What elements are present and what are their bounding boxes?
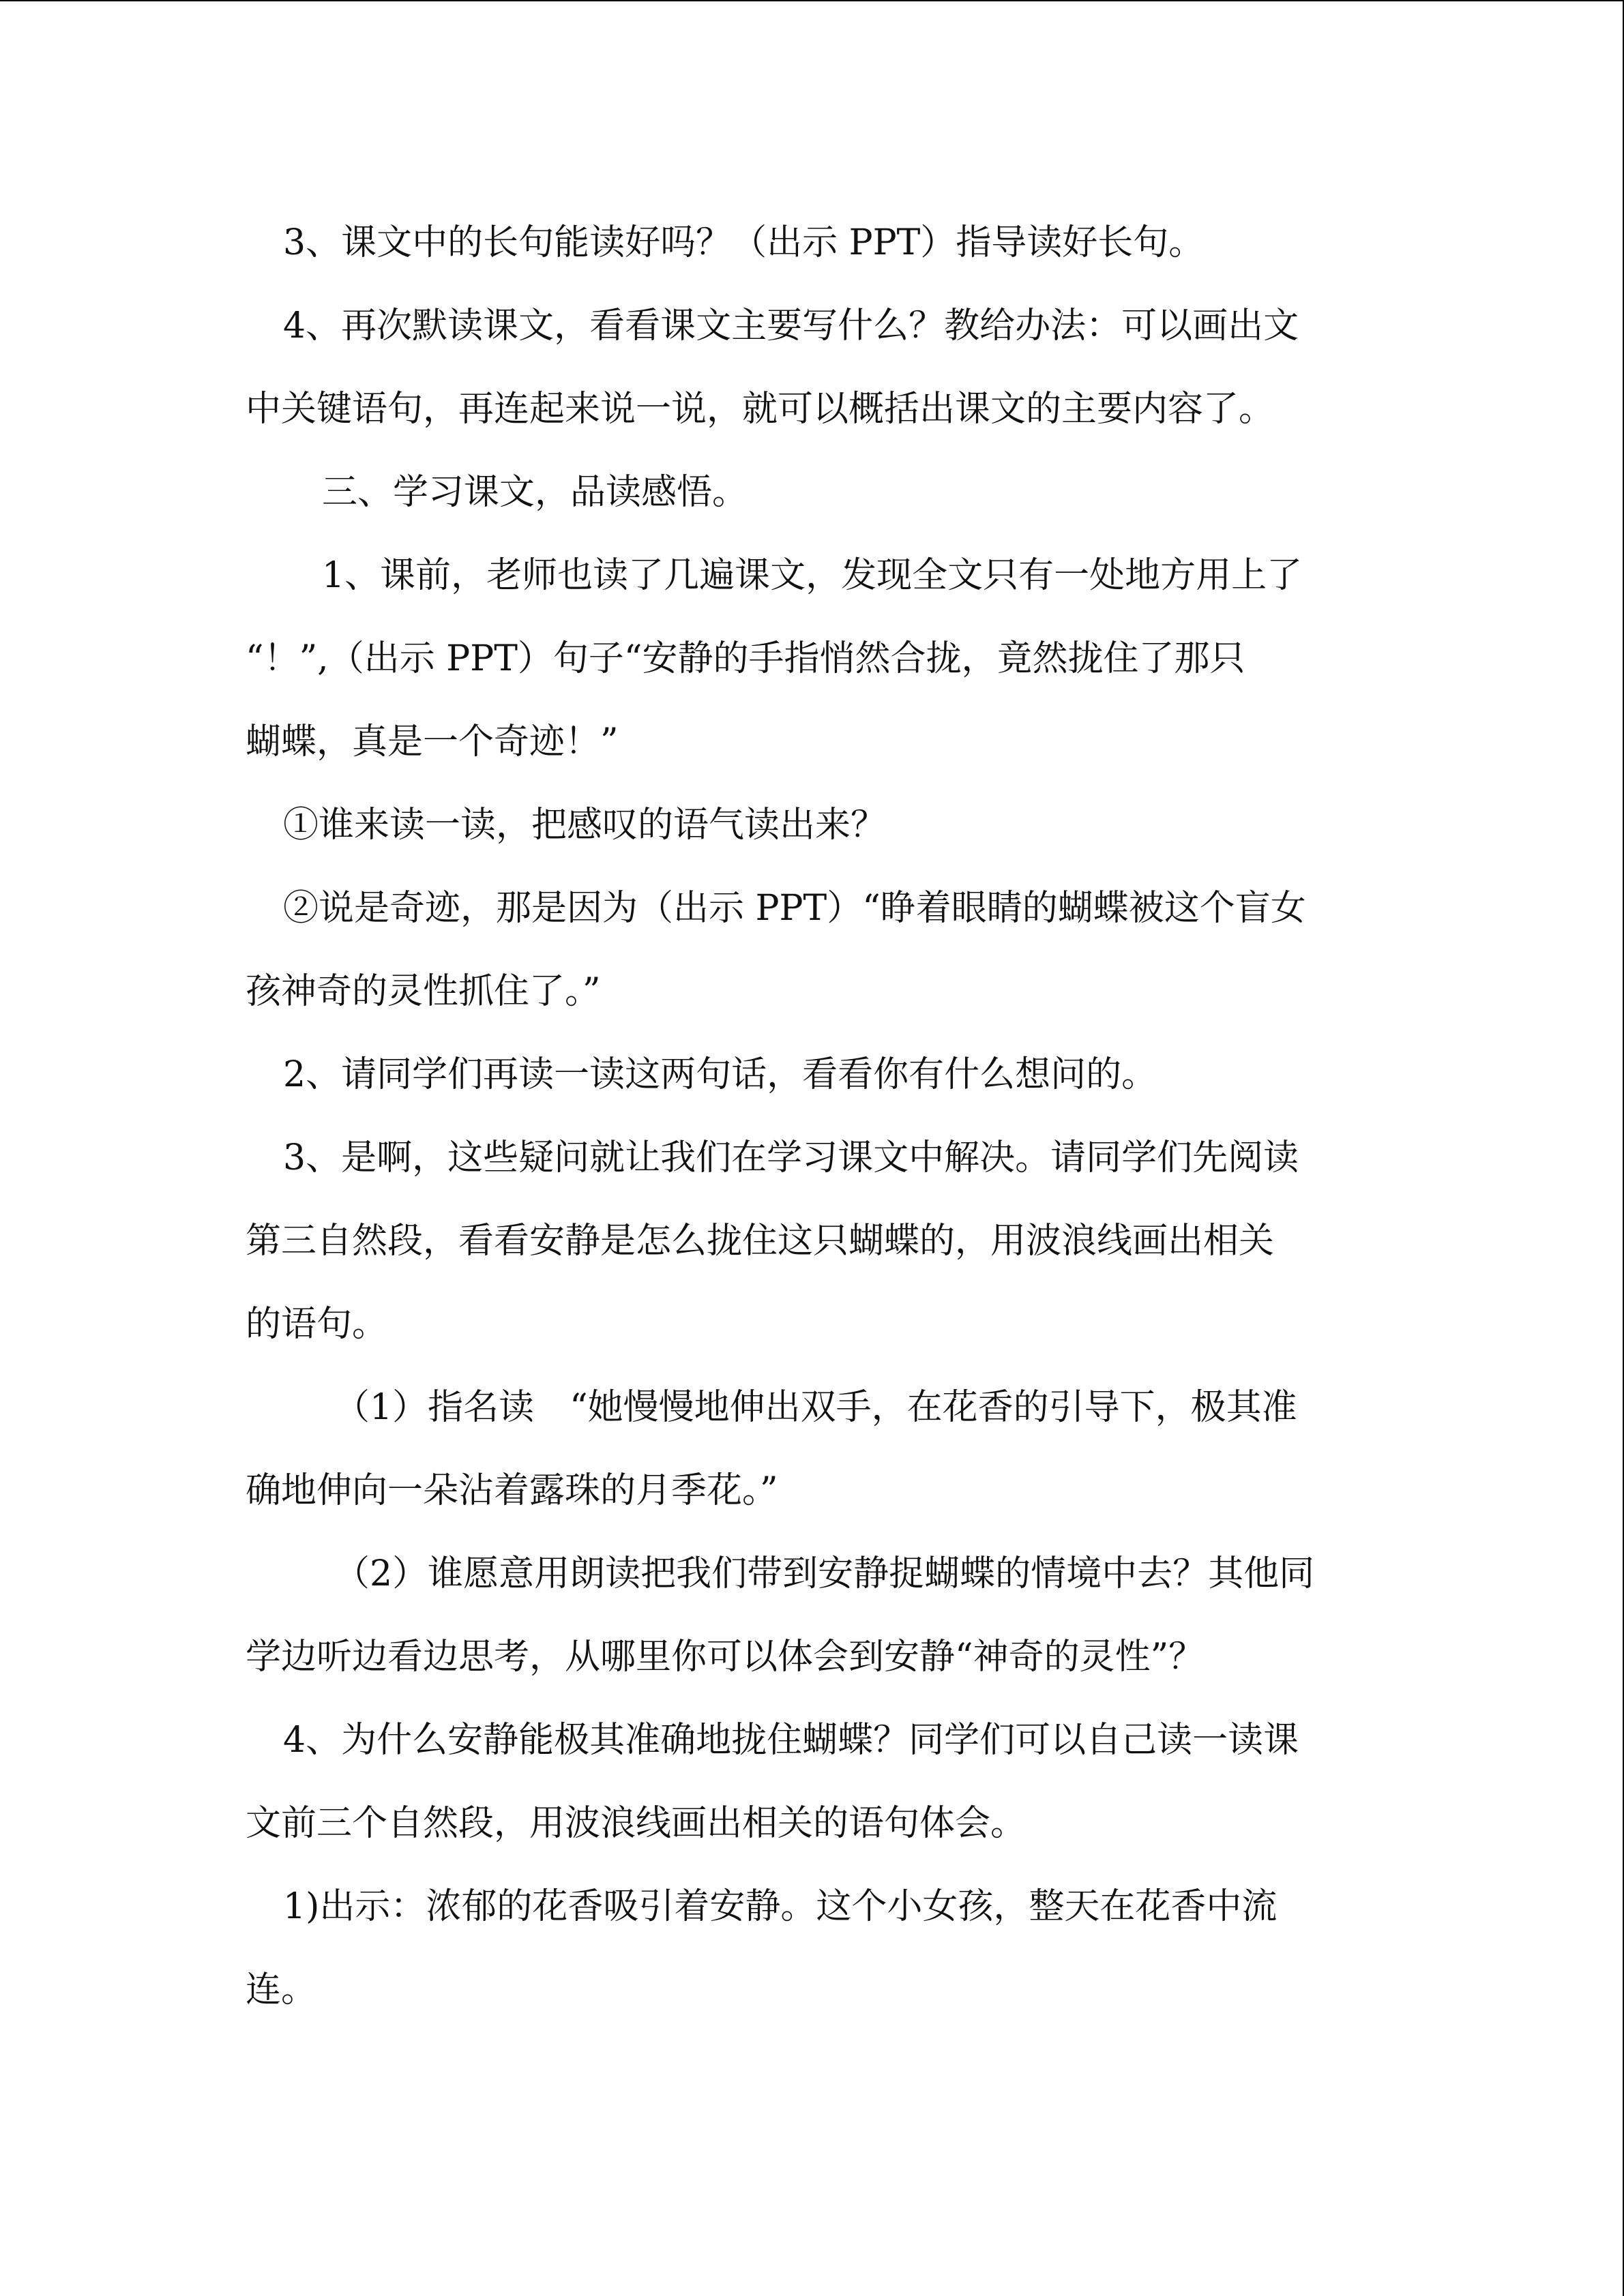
- paragraph-line: 文前三个自然段，用波浪线画出相关的语句体会。: [246, 1803, 1027, 1844]
- paragraph-line: ②说是奇迹，那是因为（出示 PPT）“睁着眼睛的蝴蝶被这个盲女: [283, 888, 1306, 929]
- paragraph-line: 1、课前，老师也读了几遍课文，发现全文只有一处地方用上了: [322, 555, 1303, 596]
- paragraph-line: 蝴蝶，真是一个奇迹！”: [246, 721, 619, 762]
- paragraph-line: 的语句。: [246, 1304, 388, 1345]
- paragraph-line: （1）指名读 “她慢慢地伸出双手，在花香的引导下，极其准: [334, 1387, 1297, 1428]
- paragraph-line: （2）谁愿意用朗读把我们带到安静捉蝴蝶的情境中去？其他同: [334, 1553, 1315, 1594]
- paragraph-line: 确地伸向一朵沾着露珠的月季花。”: [246, 1470, 778, 1511]
- paragraph-line: 2、请同学们再读一读这两句话，看看你有什么想问的。: [283, 1054, 1157, 1095]
- paragraph-line: 1)出示：浓郁的花香吸引着安静。这个小女孩，整天在花香中流: [283, 1886, 1278, 1927]
- paragraph-line: 孩神奇的灵性抓住了。”: [246, 971, 601, 1012]
- paragraph-line: 中关键语句，再连起来说一说，就可以概括出课文的主要内容了。: [246, 389, 1275, 430]
- paragraph-line: 4、再次默读课文，看看课文主要写什么？教给办法：可以画出文: [283, 305, 1299, 346]
- paragraph-line: 连。: [246, 1969, 317, 2010]
- paragraph-line: 第三自然段，看看安静是怎么拢住这只蝴蝶的，用波浪线画出相关: [246, 1221, 1275, 1262]
- section-heading: 三、学习课文，品读感悟。: [322, 472, 748, 513]
- paragraph-line: 学边听边看边思考，从哪里你可以体会到安静“神奇的灵性”？: [246, 1637, 1205, 1678]
- paragraph-line: ①谁来读一读，把感叹的语气读出来？: [283, 805, 887, 846]
- paragraph-line: 3、是啊，这些疑问就让我们在学习课文中解决。请同学们先阅读: [283, 1137, 1299, 1178]
- paragraph-line: 4、为什么安静能极其准确地拢住蝴蝶？同学们可以自己读一读课: [283, 1720, 1299, 1761]
- paragraph-line: “！”,（出示 PPT）句子“安静的手指悄然合拢，竟然拢住了那只: [246, 638, 1245, 679]
- paragraph-line: 3、课文中的长句能读好吗？（出示 PPT）指导读好长句。: [283, 222, 1205, 263]
